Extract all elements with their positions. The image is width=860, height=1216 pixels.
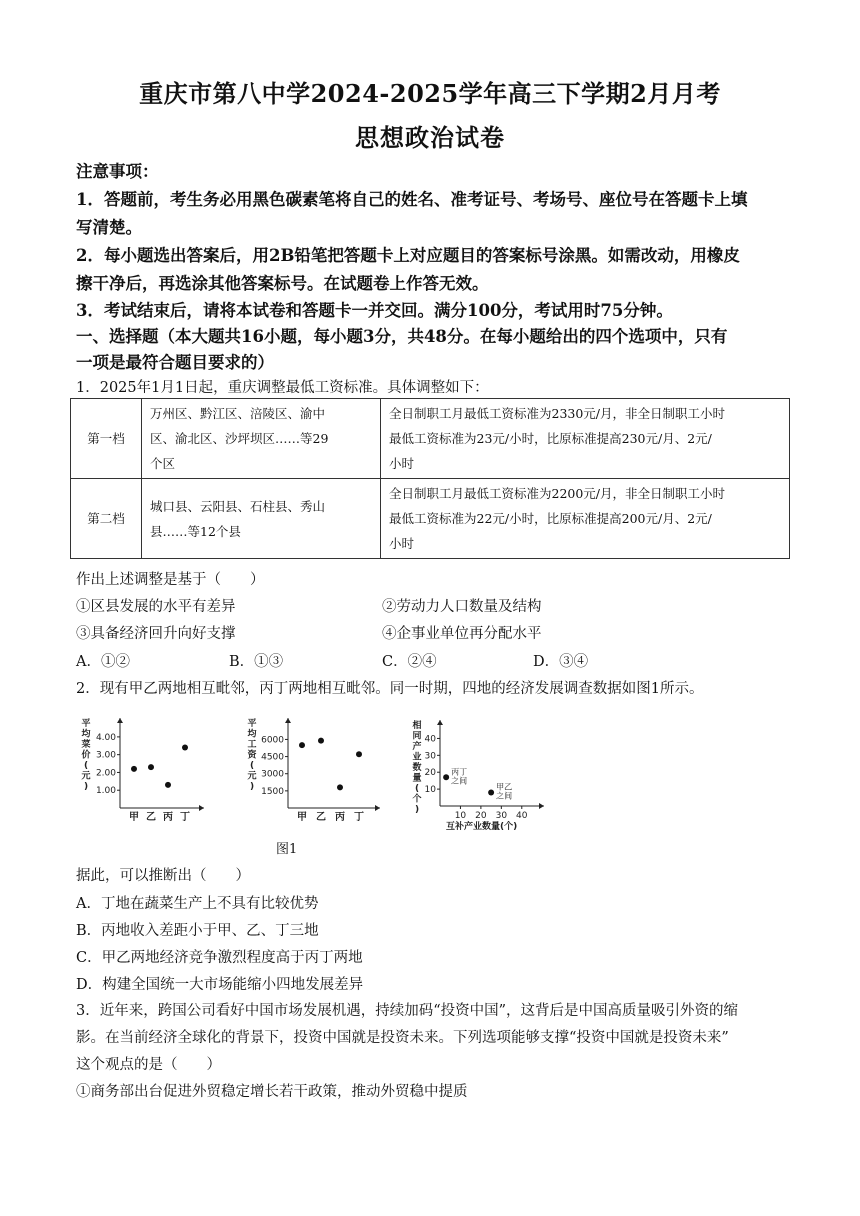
chart1-price-y-arrow [117,718,123,723]
chart3-point [488,789,494,795]
notice-line: 1．答题前，考生务必用黑色碳素笔将自己的姓名、准考证号、考场号、座位号在答题卡上填 [76,190,748,209]
chart1-price-y-label: 平 [81,719,91,729]
chart2-wage-y-label: 元 [247,771,257,782]
section-heading-cont: 一项是最符合题目要求的） [76,353,274,372]
regions-line: 城口县、云阳县、石柱县、秀山 [150,498,326,514]
chart3-y-label: 产 [412,742,422,752]
chart2-wage-point [337,784,343,790]
option-c: C．②④ [382,654,437,670]
chart2-wage-y-label: 平 [247,719,257,729]
chart3-x-label: 互补产业数量(个) [446,822,518,832]
chart1-price-x-tick-label: 丙 [163,812,173,823]
q1-question: 作出上述调整是基于（ ） [76,572,265,588]
standard-line: 全日制职工月最低工资标准为2200元/月，非全日制职工小时 [389,486,726,501]
table-row [71,479,790,559]
statement-1: ①区县发展的水平有差异 [76,599,236,615]
chart1-price-y-label: ) [83,782,89,792]
regions-line: 区、渝北区、沙坪坝区……等29 [150,431,329,446]
q2-option-c: C．甲乙两地经济竞争激烈程度高于丙丁两地 [76,950,363,966]
chart1-price-x-tick-label: 甲 [129,812,139,823]
chart2-wage-y-label: 工 [247,740,257,750]
chart3-point-label: 之间 [496,791,513,801]
chart1-price-point [148,764,154,770]
chart1-price-y-label: 均 [81,729,91,740]
chart3-x-tick-label: 20 [475,811,487,821]
chart2-wage-y-tick-label: 6000 [261,735,284,746]
q2-option-d: D．构建全国统一大市场能缩小四地发展差异 [76,977,364,993]
statement-2: ②劳动力人口数量及结构 [382,599,542,615]
table-cell-level: 第二档 [71,479,142,559]
regions-line: 万州区、黔江区、涪陵区、渝中 [150,406,326,421]
chart2-wage-y-arrow [285,718,291,723]
chart2-wage-x-tick-label: 丁 [354,812,364,823]
chart3-point [443,774,449,780]
chart2-wage-y-label: ( [249,761,255,771]
q2-option-b: B．丙地收入差距小于甲、乙、丁三地 [76,923,319,939]
chart3-industry-y-arrow [437,720,443,725]
q3-stem-line: 这个观点的是（ ） [76,1057,221,1073]
regions-line: 县……等12个县 [150,523,241,539]
table-cell-standard [381,479,790,559]
notice-heading: 注意事项： [76,162,159,181]
chart2-wage-point [299,742,305,748]
standard-line: 小时 [389,536,415,551]
wage-table [70,398,790,559]
figure-caption: 图1 [276,842,298,857]
chart3-y-label: ) [414,805,420,815]
statement-4: ④企事业单位再分配水平 [382,626,542,642]
exam-title: 重庆市第八中学2024-2025学年高三下学期2月月考 [139,79,721,108]
q2-option-a: A．丁地在蔬菜生产上不具有比较优势 [76,896,319,912]
notice-line: 3．考试结束后，请将本试卷和答题卡一并交回。满分100分，考试用时75分钟。 [76,301,673,320]
chart2-wage-x-tick-label: 丙 [335,812,345,823]
notice-line: 擦干净后，再选涂其他答案标号。在试题卷上作答无效。 [76,274,489,293]
table-row [71,399,790,479]
chart1-price-point [131,766,137,772]
q2-question: 据此，可以推断出（ ） [76,868,250,884]
chart2-wage-y-label: ) [249,782,255,792]
chart3-point-label: 丙丁 [451,767,468,777]
figure-1 [76,712,556,840]
chart2-wage-point [318,738,324,744]
exam-subject: 思想政治试卷 [355,123,505,152]
chart1-price-y-label: ( [83,761,89,771]
q2-stem: 2．现有甲乙两地相互毗邻，丙丁两地相互毗邻。同一时期，四地的经济发展调查数据如图1所示。 [76,681,704,697]
q3-stem-line: 影。在当前经济全球化的背景下，投资中国就是投资未来。下列选项能够支撑“投资中国就是投资未来” [76,1030,729,1046]
chart3-y-tick-label: 20 [424,768,436,779]
option-d: D．③④ [533,654,589,670]
chart1-price-y-label: 菜 [81,740,91,750]
section-heading: 一、选择题（本大题共16小题，每小题3分，共48分。在每小题给出的四个选项中，只有 [76,327,728,346]
chart3-y-label: 业 [412,752,422,763]
standard-line: 最低工资标准为23元/小时，比原标准提高230元/月、2元/ [389,431,712,446]
chart1-price-x-arrow [199,805,204,811]
chart3-x-tick-label: 40 [516,811,528,821]
chart3-y-tick-label: 30 [424,751,436,762]
chart1-price-x-tick-label: 丁 [180,812,190,823]
chart3-y-label: ( [414,784,420,794]
option-a: A．①② [76,654,130,670]
chart2-wage-x-arrow [375,805,380,811]
chart1-price-point [182,745,188,751]
notice-line: 写清楚。 [76,218,142,237]
standard-line: 全日制职工月最低工资标准为2330元/月，非全日制职工小时 [389,406,726,421]
chart1-price-y-tick-label: 4.00 [95,732,116,743]
figure-1-charts [76,712,556,836]
chart3-x-tick-label: 10 [454,811,467,821]
table-cell-level: 第一档 [71,399,142,479]
q3-stem-line: 3．近年来，跨国公司看好中国市场发展机遇，持续加码“投资中国”，这背后是中国高质量吸引外资的缩 [76,1003,739,1019]
chart1-price-y-tick-label: 1.00 [95,786,116,797]
option-b: B．①③ [229,654,284,670]
chart1-price-x-tick-label: 乙 [146,812,156,823]
standard-line: 最低工资标准为22元/小时，比原标准提高200元/月、2元/ [389,511,712,526]
chart3-industry-x-arrow [539,803,544,809]
chart2-wage-x-tick-label: 乙 [316,812,326,823]
chart2-wage-y-tick-label: 1500 [261,786,284,797]
chart1-price-point [165,782,171,788]
chart3-y-label: 同 [412,731,422,742]
table-cell-regions [142,479,381,559]
chart2-wage-y-label: 均 [247,729,257,740]
q1-stem: 1．2025年1月1日起，重庆调整最低工资标准。具体调整如下： [76,380,489,396]
chart2-wage-y-tick-label: 3000 [261,769,284,780]
chart3-y-label: 个 [412,794,422,805]
table-cell-regions [142,399,381,479]
chart3-point-label: 之间 [451,776,468,786]
chart2-wage-y-tick-label: 4500 [261,752,284,763]
chart3-y-label: 相 [412,721,422,731]
chart1-price-y-tick-label: 2.00 [95,768,116,779]
chart2-wage-point [356,751,362,757]
chart3-y-label: 量 [412,773,422,784]
chart3-x-tick-label: 30 [495,811,508,821]
chart1-price-y-label: 元 [81,771,91,782]
chart3-y-label: 数 [412,763,422,773]
regions-line: 个区 [150,456,176,471]
notice-line: 2．每小题选出答案后，用2B铅笔把答题卡上对应题目的答案标号涂黑。如需改动，用橡皮 [76,246,740,265]
chart2-wage-x-tick-label: 甲 [297,812,307,823]
chart3-y-tick-label: 10 [424,785,436,796]
chart2-wage-y-label: 资 [247,750,257,761]
q3-statement-1: ①商务部出台促进外贸稳定增长若干政策，推动外贸稳中提质 [76,1084,468,1100]
chart3-point-label: 甲乙 [496,782,513,792]
standard-line: 小时 [389,456,415,471]
table-cell-standard [381,399,790,479]
chart3-y-tick-label: 40 [424,734,436,745]
chart1-price-y-tick-label: 3.00 [95,750,116,761]
statement-3: ③具备经济回升向好支撑 [76,626,236,642]
chart1-price-y-label: 价 [81,750,91,761]
